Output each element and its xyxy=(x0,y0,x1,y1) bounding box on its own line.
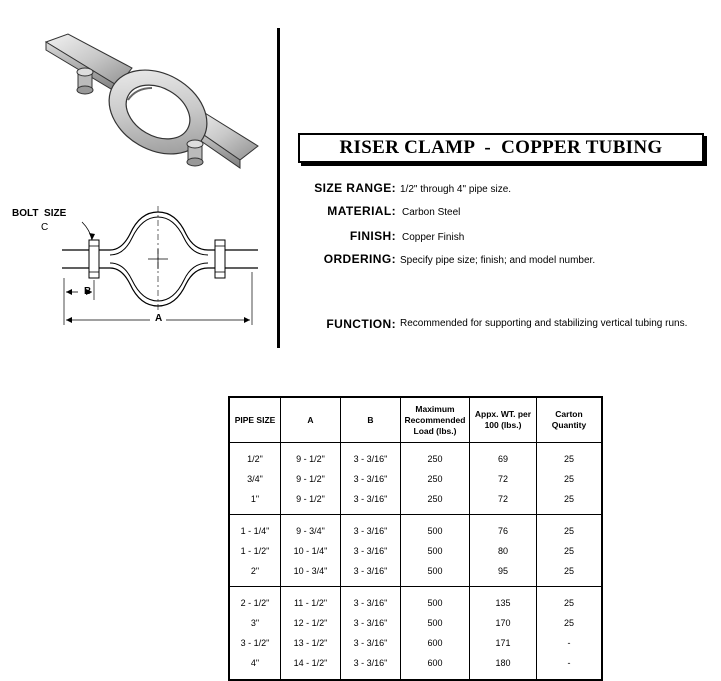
spec-value: Recommended for supporting and stabilizing vertical tubing runs. xyxy=(400,318,688,329)
table-cell: 9 - 1/2" xyxy=(281,469,341,489)
table-cell: 9 - 1/2" xyxy=(281,489,341,515)
table-row xyxy=(229,633,602,653)
table-cell: 3/4" xyxy=(247,474,263,484)
table-cell: 80 xyxy=(470,541,537,561)
dimension-c-label: C xyxy=(41,222,49,233)
table-cell: 1" xyxy=(229,489,281,515)
table-cell: 3 - 3/16" xyxy=(341,489,401,515)
header-pipe-size: PIPE SIZE xyxy=(229,397,281,443)
spec-label: SIZE RANGE: xyxy=(314,181,396,195)
table-cell: 250 xyxy=(401,489,470,515)
table-row xyxy=(229,587,602,614)
spec-value: Copper Finish xyxy=(402,232,465,243)
table-row xyxy=(229,443,602,470)
table-row xyxy=(229,489,602,515)
table-cell: 10 - 1/4" xyxy=(281,541,341,561)
table-cell: 4" xyxy=(250,658,260,668)
table-cell: 3 - 3/16" xyxy=(341,443,401,470)
table-cell: 500 xyxy=(401,561,470,587)
table-cell: 3 - 3/16" xyxy=(341,561,401,587)
table-header-row xyxy=(229,397,602,443)
header-b: B xyxy=(341,397,401,443)
table-row xyxy=(229,561,602,587)
table-cell: 76 xyxy=(470,515,537,542)
spec-value: 1/2" through 4" pipe size. xyxy=(400,184,512,195)
table-cell: 500 xyxy=(401,613,470,633)
spec-value: Specify pipe size; finish; and model number. xyxy=(400,255,596,266)
table-cell: 180 xyxy=(470,653,537,680)
table-cell: 500 xyxy=(401,515,470,542)
table-cell: 600 xyxy=(401,633,470,653)
table-cell: 14 - 1/2" xyxy=(281,653,341,680)
spec-row-material xyxy=(306,204,460,218)
table-cell: 1 - 1/2" xyxy=(240,546,270,556)
bolt-right-icon xyxy=(187,140,203,166)
table-cell: 3 - 3/16" xyxy=(341,469,401,489)
table-cell: - xyxy=(537,653,603,680)
table-cell: 25 xyxy=(537,515,603,542)
table-cell: 3 - 1/2" xyxy=(240,638,270,648)
table-cell: 25 xyxy=(537,469,603,489)
table-cell: 600 xyxy=(401,653,470,680)
title-bar xyxy=(298,133,704,163)
table-cell: 2 - 1/2" xyxy=(240,598,270,608)
table-cell: 13 - 1/2" xyxy=(281,633,341,653)
dimension-a-label: A xyxy=(155,313,163,324)
spec-row-size-range xyxy=(306,181,511,195)
table-cell: 25 xyxy=(537,587,603,614)
spec-label: FINISH: xyxy=(349,229,396,243)
header-weight: Appx. WT. per 100 (lbs.) xyxy=(470,397,537,443)
dimension-b-label: B xyxy=(84,286,92,297)
spec-label: FUNCTION: xyxy=(326,317,396,331)
riser-clamp-illustration xyxy=(40,28,265,188)
table-cell: 3" xyxy=(250,618,260,628)
page-title: RISER CLAMP - COPPER TUBING xyxy=(339,137,663,158)
table-cell: 170 xyxy=(470,613,537,633)
table-cell: 25 xyxy=(537,541,603,561)
header-a: A xyxy=(281,397,341,443)
bolt-size-label: BOLT SIZE xyxy=(12,208,67,219)
table-cell: 95 xyxy=(470,561,537,587)
table-row xyxy=(229,541,602,561)
table-cell: 3 - 3/16" xyxy=(341,587,401,614)
table-row xyxy=(229,469,602,489)
table-cell: 3 - 3/16" xyxy=(341,613,401,633)
spec-value: Carbon Steel xyxy=(402,207,461,218)
spec-label: ORDERING: xyxy=(323,252,396,266)
spec-label: MATERIAL: xyxy=(327,204,396,218)
table-cell: 3 - 3/16" xyxy=(341,515,401,542)
table-cell: 500 xyxy=(401,587,470,614)
table-cell: 12 - 1/2" xyxy=(281,613,341,633)
table-cell: 3 - 3/16" xyxy=(341,541,401,561)
specification-table xyxy=(228,396,603,681)
table-cell: 69 xyxy=(470,443,537,470)
table-row xyxy=(229,613,602,633)
table-cell: 10 - 3/4" xyxy=(281,561,341,587)
table-cell: 9 - 1/2" xyxy=(281,443,341,470)
table-cell: 3 - 3/16" xyxy=(341,653,401,680)
spec-row-finish xyxy=(306,229,464,243)
table-cell: 500 xyxy=(401,541,470,561)
table-cell: 9 - 3/4" xyxy=(281,515,341,542)
table-cell: 25 xyxy=(537,613,603,633)
spec-row-function xyxy=(306,317,696,331)
table-cell: 25 xyxy=(537,443,603,470)
spec-row-ordering xyxy=(306,252,595,266)
table-cell: 25 xyxy=(537,489,603,515)
table-cell: 11 - 1/2" xyxy=(281,587,341,614)
table-cell: 250 xyxy=(401,443,470,470)
table-cell: 2" xyxy=(229,561,281,587)
table-cell: 72 xyxy=(470,489,537,515)
table-cell: 1 - 1/4" xyxy=(240,526,270,536)
table-cell: - xyxy=(537,633,603,653)
table-cell: 1/2" xyxy=(247,454,263,464)
bolt-left-icon xyxy=(77,68,93,94)
table-cell: 171 xyxy=(470,633,537,653)
header-max-load: Maximum Recommended Load (lbs.) xyxy=(401,397,470,443)
table-cell: 25 xyxy=(537,561,603,587)
table-cell: 250 xyxy=(401,469,470,489)
table-cell: 135 xyxy=(470,587,537,614)
header-carton-quantity: Carton Quantity xyxy=(537,397,603,443)
table-row xyxy=(229,515,602,542)
table-cell: 72 xyxy=(470,469,537,489)
table-cell: 3 - 3/16" xyxy=(341,633,401,653)
vertical-divider xyxy=(277,28,280,348)
